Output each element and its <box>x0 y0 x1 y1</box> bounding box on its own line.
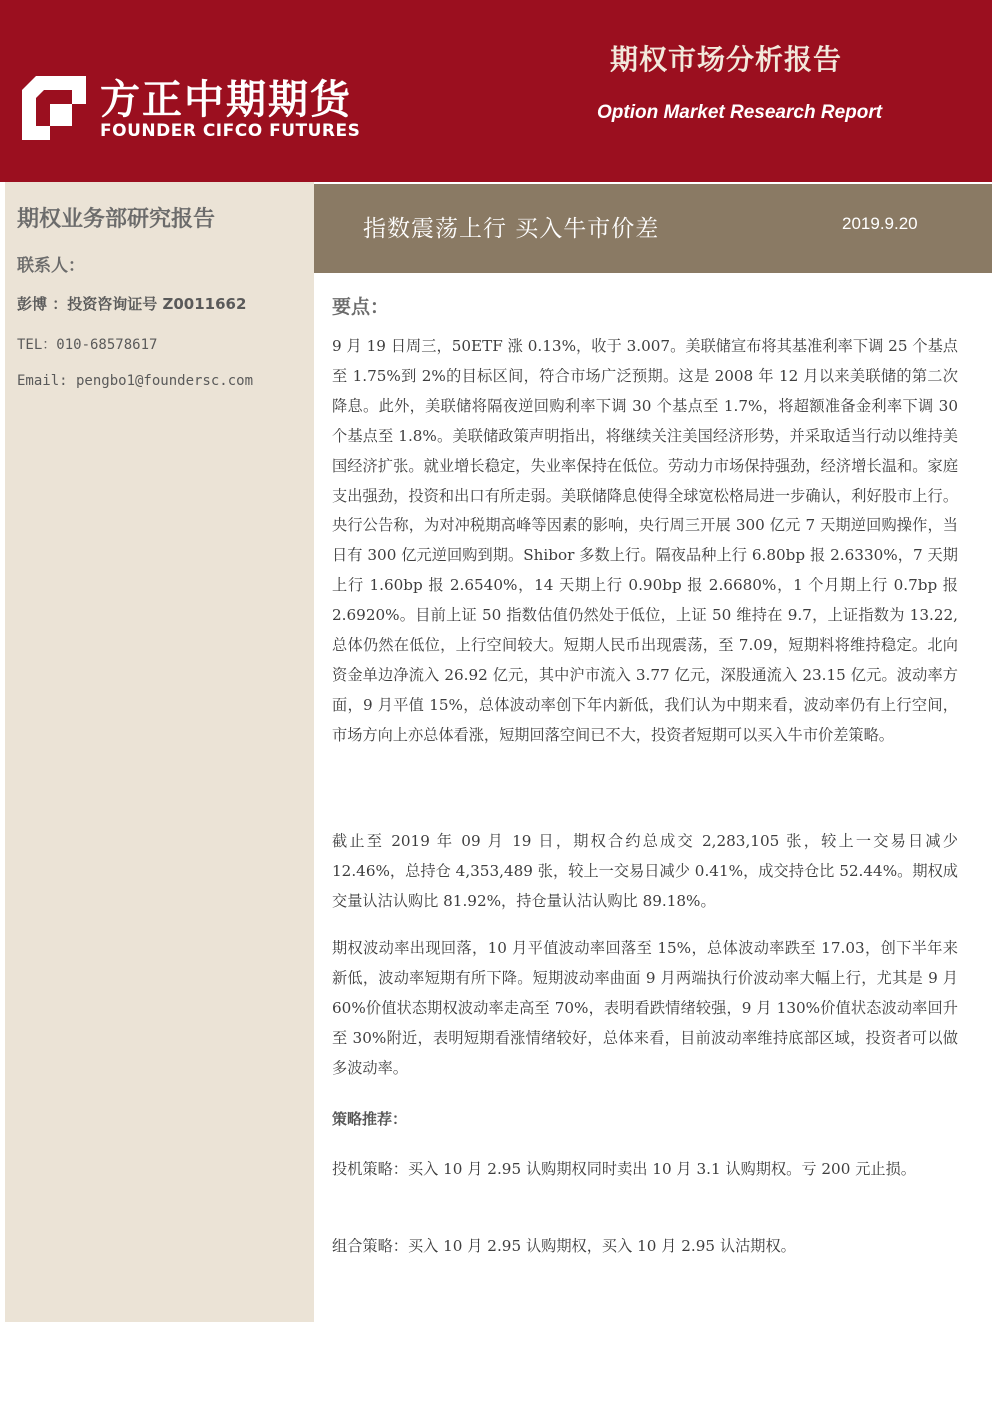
analyst-name: 彭博 ：投资咨询证号 Z0011662 <box>17 295 247 313</box>
key-points-heading: 要点： <box>332 296 390 318</box>
company-name-en: FOUNDER CIFCO FUTURES <box>100 121 361 141</box>
volume-paragraph: 截止至 2019 年 09 月 19 日，期权合约总成交 2,283,105 张，较上一交易日减少 12.46%，总持仓 4,353,489 张，较上一交易日减少 0.41%，成交持仓比 52.44%。期权成交量认沽认购比 81.92%，持仓量认沽认购比 89.18%。 <box>332 832 958 910</box>
analyst-email[interactable]: Email: pengbo1@foundersc.com <box>17 373 254 389</box>
company-name-cn: 方正中期期货 <box>100 77 352 123</box>
department-title: 期权业务部研究报告 <box>17 207 216 232</box>
key-points-paragraph: 9 月 19 日周三，50ETF 涨 0.13%，收于 3.007。美联储宣布将其基准利率下调 25 个基点至 1.75%到 2%的目标区间，符合市场广泛预期。这是 2008 年 12 月以来美联储的第二次降息。此外，美联储将隔夜逆回购利率下调 30 个基点至 1.7%，将超额准备金利率下调 30 个基点至 1.8%。美联储政策声明指出，将继续关注美国经济形势，并采取适当行动以维持美国经济扩张。就业增长稳定，失业率保持在低位。劳动力市场保持强劲，经济增长温和。家庭支出强劲，投资和出口有所走弱。美联储降息使得全球宽松格局进一步确认，利好股市上行。央行公告称，为对冲税期高峰等因素的影响，央行周三开展 300 亿元 7 天期逆回购操作，当日有 300 亿元逆回购到期。Shibor 多数上行。隔夜品种上行 6.80bp 报 2.6330%，7 天期上行 1.60bp 报 2.6540%，14 天期上行 0.90bp 报 2.6680%，1 个月期上行 0.7bp 报 2.6920%。目前上证 50 指数估值仍然处于低位，上证 50 维持在 9.7，上证指数为 13.22,总体仍然在低位，上行空间较大。短期人民币出现震荡，至 7.09，短期料将维持稳定。北向资金单边净流入 26.92 亿元，其中沪市流入 3.77 亿元，深股通流入 23.15 亿元。波动率方面，9 月平值 15%，总体波动率创下年内新低，我们认为中期来看，波动率仍有上行空间，市场方向上亦总体看涨，短期回落空间已不大，投资者短期可以买入牛市价差策略。 <box>332 337 958 744</box>
volatility-paragraph: 期权波动率出现回落，10 月平值波动率回落至 15%，总体波动率跌至 17.03，创下半年来新低，波动率短期有所下降。短期波动率曲面 9 月两端执行价波动率大幅上行，尤其是 9 月 60%价值状态期权波动率走高至 70%，表明看跌情绪较强，9 月 130%价值状态波动率回升至 30%附近，表明短期看涨情绪较好，总体来看，目前波动率维持底部区域，投资者可以做多波动率。 <box>332 939 958 1077</box>
strategy-heading: 策略推荐： <box>332 1110 408 1128</box>
report-subtitle: Option Market Research Report <box>597 102 883 123</box>
report-date: 2019.9.20 <box>842 214 918 233</box>
founder-logo-icon <box>22 76 86 140</box>
speculative-strategy: 投机策略：买入 10 月 2.95 认购期权同时卖出 10 月 3.1 认购期权。亏 200 元止损。 <box>332 1160 916 1178</box>
headline-title: 指数震荡上行 买入牛市价差 <box>363 216 660 242</box>
analyst-tel: TEL：010-68578617 <box>17 337 158 353</box>
combination-strategy: 组合策略：买入 10 月 2.95 认购期权，买入 10 月 2.95 认沽期权。 <box>332 1237 796 1255</box>
report-title: 期权市场分析报告 <box>610 43 843 76</box>
contact-label: 联系人： <box>17 256 85 276</box>
